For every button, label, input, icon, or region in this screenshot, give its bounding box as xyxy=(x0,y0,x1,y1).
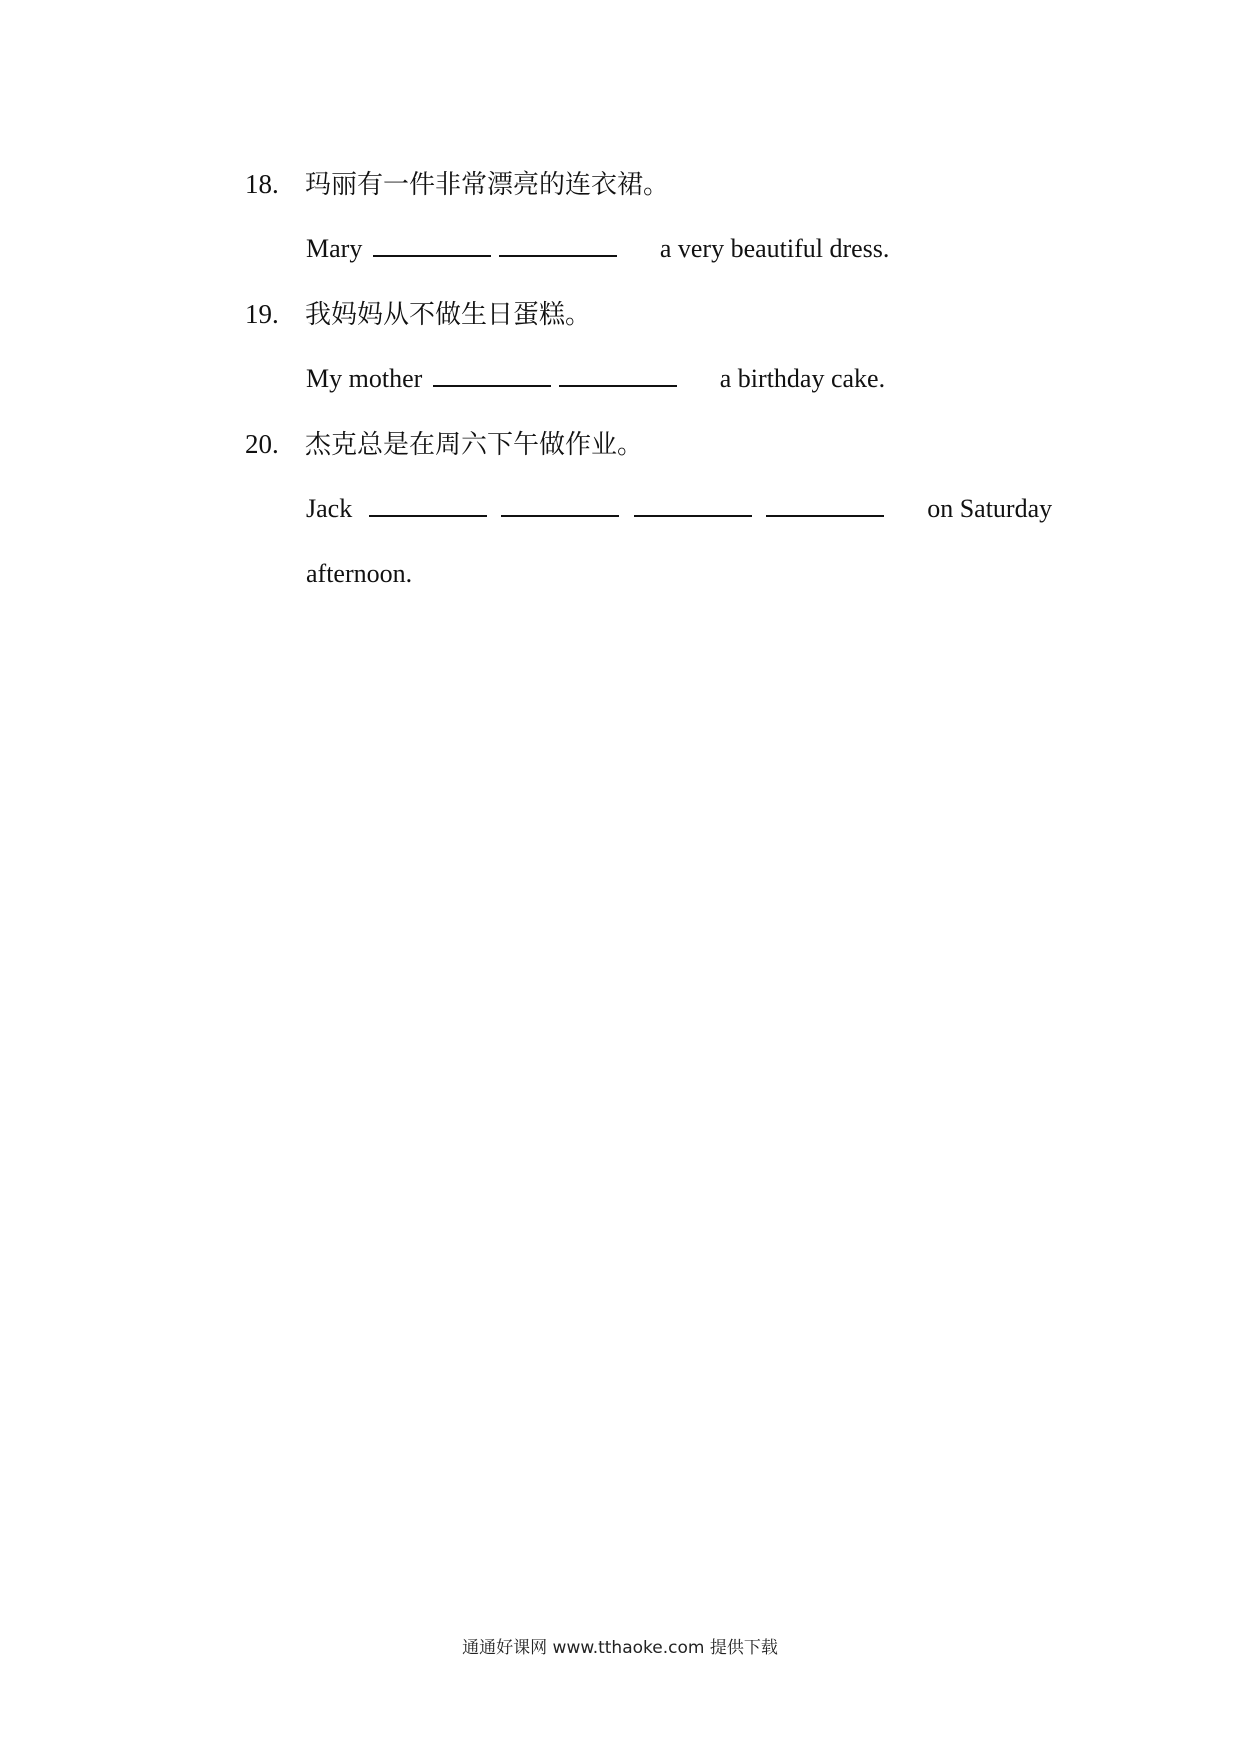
answer-suffix: a birthday cake. xyxy=(719,364,886,393)
question-20 xyxy=(245,426,643,463)
answer-blank[interactable] xyxy=(373,233,491,257)
answer-continuation: afternoon. xyxy=(306,559,413,588)
answer-blank[interactable] xyxy=(433,363,551,387)
answer-blank[interactable] xyxy=(634,493,752,517)
answer-continuation-20 xyxy=(306,556,412,592)
question-chinese-text: 玛丽有一件非常漂亮的连衣裙。 xyxy=(305,170,670,200)
answer-suffix: on Saturday xyxy=(927,494,1053,523)
answer-suffix: a very beautiful dress. xyxy=(659,234,890,263)
answer-blank[interactable] xyxy=(766,493,884,517)
answer-blank[interactable] xyxy=(559,363,677,387)
question-chinese-text: 我妈妈从不做生日蛋糕。 xyxy=(305,300,592,330)
answer-prefix: My mother xyxy=(306,364,423,393)
question-number: 19. xyxy=(245,299,279,329)
answer-blank[interactable] xyxy=(369,493,487,517)
question-19 xyxy=(245,296,591,333)
answer-line-19 xyxy=(306,361,885,397)
page-footer: 通通好课网 www.tthaoke.com 提供下载 xyxy=(462,1638,778,1658)
answer-line-20 xyxy=(306,491,1052,527)
answer-blank[interactable] xyxy=(499,233,617,257)
answer-blank[interactable] xyxy=(501,493,619,517)
question-chinese-text: 杰克总是在周六下午做作业。 xyxy=(305,430,644,460)
question-number: 18. xyxy=(245,169,279,199)
answer-prefix: Jack xyxy=(306,494,353,523)
answer-line-18 xyxy=(306,231,889,267)
question-number: 20. xyxy=(245,429,279,459)
answer-prefix: Mary xyxy=(306,234,363,263)
question-18 xyxy=(245,166,669,203)
